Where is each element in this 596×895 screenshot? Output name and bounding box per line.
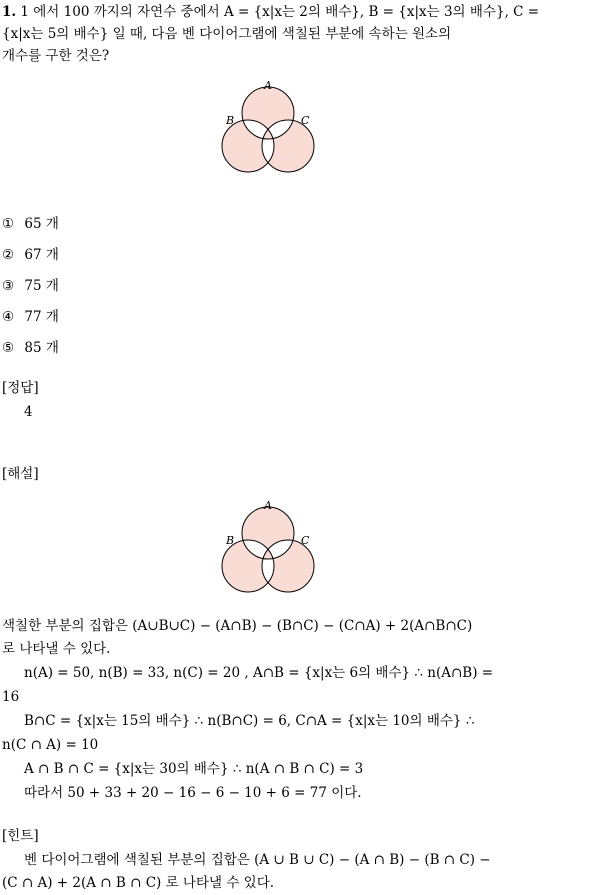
hint-line-2: (C ∩ A) + 2(A ∩ B ∩ C) 로 나타낼 수 있다. <box>2 875 275 891</box>
solution-line-7: A ∩ B ∩ C = {x|x는 30의 배수} ∴ n(A ∩ B ∩ C) = 3 <box>24 761 364 777</box>
choice-text: 75 개 <box>24 278 59 294</box>
choice-marker: ② <box>2 247 15 263</box>
solution-line-8: 따라서 50 + 33 + 20 − 16 − 6 − 10 + 6 = 77 이다. <box>24 785 362 801</box>
choice-4[interactable] <box>2 305 59 329</box>
hint-heading: [힌트] <box>2 828 39 844</box>
venn-label-c: C <box>301 534 310 547</box>
choice-text: 65 개 <box>24 216 59 232</box>
solution-line-3: n(A) = 50, n(B) = 33, n(C) = 20 , A∩B = {x|x는 6의 배수} ∴ n(A∩B) = <box>24 665 494 681</box>
venn-diagram-question <box>218 78 318 178</box>
problem-line-1 <box>2 0 539 24</box>
problem-line-2: {x|x는 5의 배수} 일 때, 다음 벤 다이어그램에 색칠된 부분에 속하는 원소의 <box>2 26 452 42</box>
venn-label-a: A <box>264 499 272 512</box>
choice-marker: ④ <box>2 309 15 325</box>
answer-value: 4 <box>24 404 33 420</box>
solution-line-5: B∩C = {x|x는 15의 배수} ∴ n(B∩C) = 6, C∩A = {x|x는 10의 배수} ∴ <box>24 713 475 729</box>
choice-2[interactable] <box>2 243 59 267</box>
venn-label-b: B <box>226 114 235 127</box>
choice-5[interactable] <box>2 336 59 360</box>
problem-line-3: 개수를 구한 것은? <box>2 48 110 64</box>
solution-heading: [해설] <box>2 466 39 482</box>
problem-text-1: 1 에서 100 까지의 자연수 중에서 A = {x|x는 2의 배수}, B = {x|x는 3의 배수}, C = <box>20 4 540 20</box>
choice-marker: ③ <box>2 278 15 294</box>
choice-text: 67 개 <box>24 247 59 263</box>
solution-line-1: 색칠한 부분의 집합은 (A∪B∪C) − (A∩B) − (B∩C) − (C∩A) + 2(A∩B∩C) <box>2 618 473 634</box>
choice-1[interactable] <box>2 212 59 236</box>
venn-label-a: A <box>264 79 272 92</box>
solution-line-4: 16 <box>2 689 20 705</box>
answer-heading: [정답] <box>2 380 39 396</box>
choice-marker: ① <box>2 216 15 232</box>
venn-diagram-solution <box>218 498 318 598</box>
solution-line-6: n(C ∩ A) = 10 <box>2 737 99 753</box>
hint-line-1: 벤 다이어그램에 색칠된 부분의 집합은 (A ∪ B ∪ C) − (A ∩ B) − (B ∩ C) − <box>24 852 491 868</box>
choice-text: 77 개 <box>24 309 59 325</box>
choice-3[interactable] <box>2 274 59 298</box>
problem-number: 1. <box>2 4 17 20</box>
choice-text: 85 개 <box>24 340 59 356</box>
venn-label-b: B <box>226 534 235 547</box>
choice-marker: ⑤ <box>2 340 15 356</box>
venn-label-c: C <box>301 114 310 127</box>
solution-line-2: 로 나타낼 수 있다. <box>2 641 111 657</box>
